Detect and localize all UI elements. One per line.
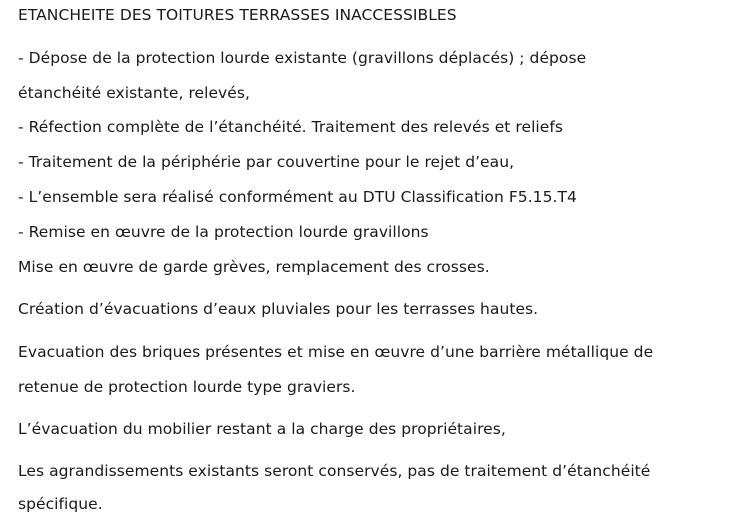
document-heading: ETANCHEITE DES TOITURES TERRASSES INACCESSIBLES	[18, 6, 457, 24]
text-line-12: Les agrandissements existants seront conservés, pas de traitement d’étanchéité	[18, 462, 651, 480]
text-line-7: Mise en œuvre de garde grèves, remplacement des crosses.	[18, 258, 490, 276]
text-line-4: - Traitement de la périphérie par couvertine pour le rejet d’eau,	[18, 153, 515, 171]
text-line-6: - Remise en œuvre de la protection lourde gravillons	[18, 223, 429, 241]
text-line-10: retenue de protection lourde type graviers.	[18, 378, 356, 396]
text-line-2: étanchéité existante, relevés,	[18, 84, 250, 102]
text-line-13: spécifique.	[18, 495, 103, 513]
text-line-9: Evacuation des briques présentes et mise en œuvre d’une barrière métallique de	[18, 343, 654, 361]
text-line-8: Création d’évacuations d’eaux pluviales pour les terrasses hautes.	[18, 300, 539, 318]
text-line-11: L’évacuation du mobilier restant a la charge des propriétaires,	[18, 420, 506, 438]
text-line-3: - Réfection complète de l’étanchéité. Traitement des relevés et reliefs	[18, 118, 563, 136]
text-line-1: - Dépose de la protection lourde existante (gravillons déplacés) ; dépose	[18, 49, 587, 67]
text-line-5: - L’ensemble sera réalisé conformément au DTU Classification F5.15.T4	[18, 188, 577, 206]
